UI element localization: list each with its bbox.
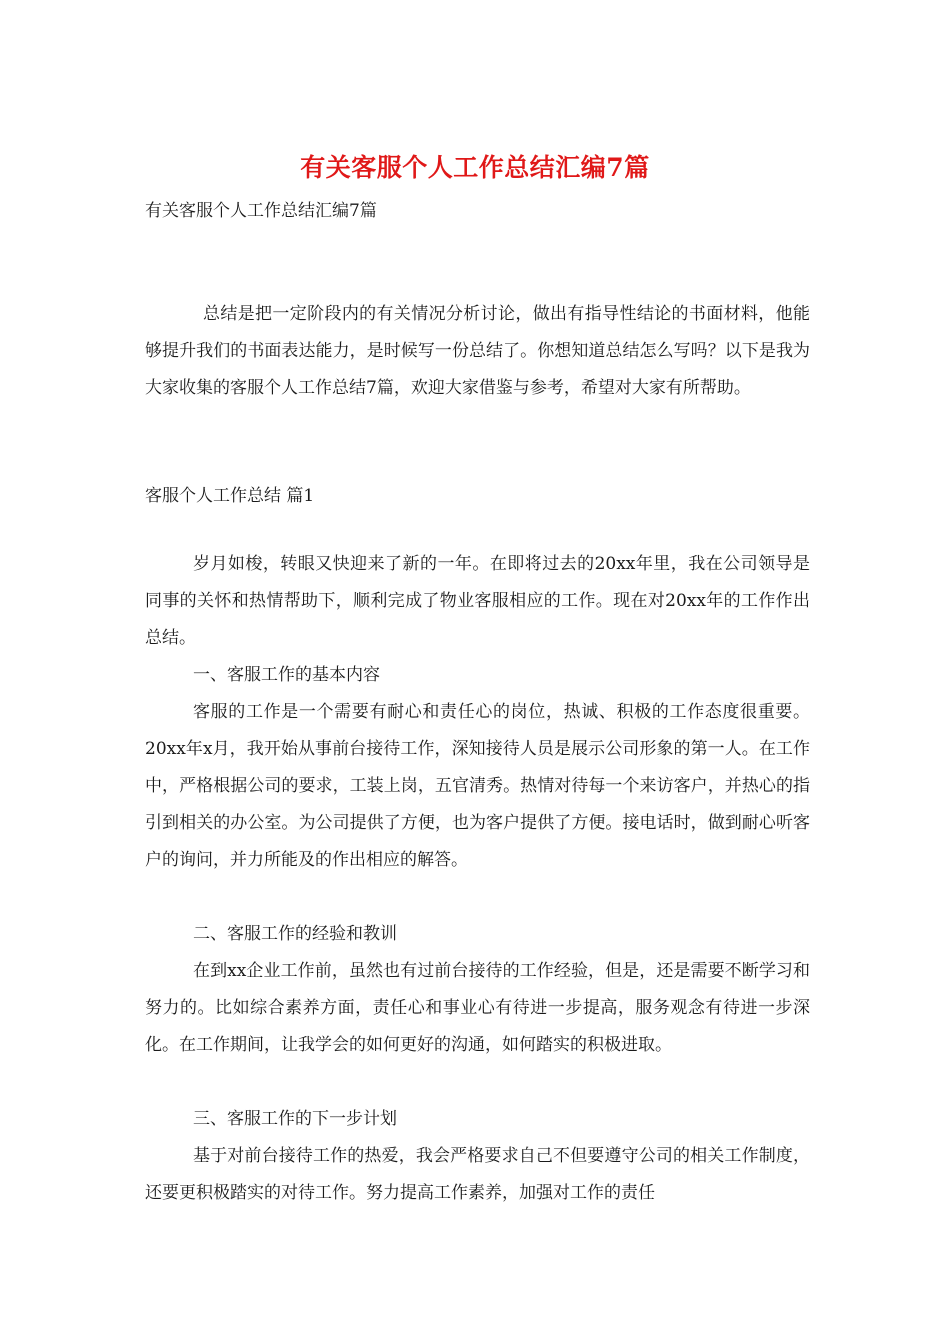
subheading: 二、客服工作的经验和教训 <box>193 924 397 944</box>
document-title: 有关客服个人工作总结汇编7篇 <box>300 153 650 182</box>
section-heading: 客服个人工作总结 篇1 <box>145 486 315 506</box>
body-paragraph: 基于对前台接待工作的热爱，我会严格要求自己不但要遵守公司的相关工作制度，还要更积极踏实的对待工作。努力提高工作素养，加强对工作的责任 <box>145 1146 810 1203</box>
document-subtitle: 有关客服个人工作总结汇编7篇 <box>145 201 377 221</box>
body-paragraph: 岁月如梭，转眼又快迎来了新的一年。在即将过去的20xx年里，我在公司领导是同事的关怀和热情帮助下，顺利完成了物业客服相应的工作。现在对20xx年的工作作出总结。 <box>145 554 810 648</box>
body-paragraph: 在到xx企业工作前，虽然也有过前台接待的工作经验，但是，还是需要不断学习和努力的。比如综合素养方面，责任心和事业心有待进一步提高，服务观念有待进一步深化。在工作期间，让我学会的如何更好的沟通，如何踏实的积极进取。 <box>145 961 810 1055</box>
intro-paragraph: 总结是把一定阶段内的有关情况分析讨论，做出有指导性结论的书面材料，他能够提升我们的书面表达能力，是时候写一份总结了。你想知道总结怎么写吗？以下是我为大家收集的客服个人工作总结7篇，欢迎大家借鉴与参考，希望对大家有所帮助。 <box>145 304 810 398</box>
subheading: 一、客服工作的基本内容 <box>193 665 380 685</box>
subheading: 三、客服工作的下一步计划 <box>193 1109 397 1129</box>
body-paragraph: 客服的工作是一个需要有耐心和责任心的岗位，热诚、积极的工作态度很重要。20xx年x月，我开始从事前台接待工作，深知接待人员是展示公司形象的第一人。在工作中，严格根据公司的要求，工装上岗，五官清秀。热情对待每一个来访客户，并热心的指引到相关的办公室。为公司提供了方便，也为客户提供了方便。接电话时，做到耐心听客户的询问，并力所能及的作出相应的解答。 <box>145 702 810 870</box>
